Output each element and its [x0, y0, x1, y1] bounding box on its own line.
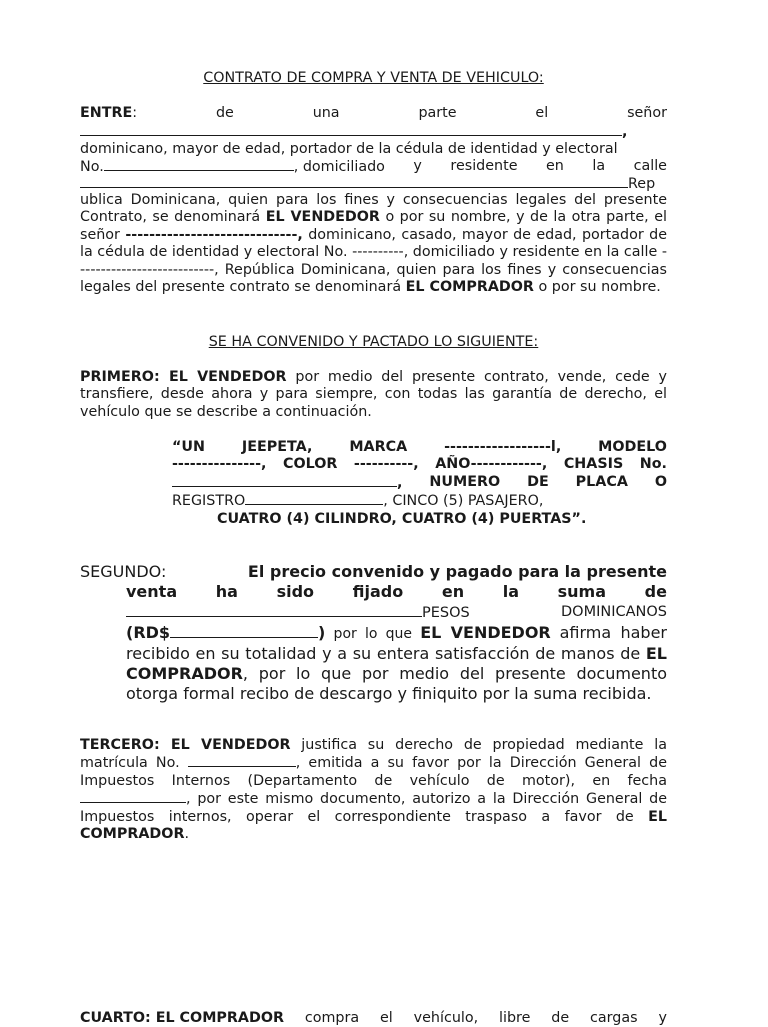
word: ------------------l,: [444, 439, 562, 455]
word: la: [592, 158, 606, 174]
text: , CINCO (5) PASAJERO,: [383, 493, 544, 510]
word: en: [546, 158, 564, 174]
comma: ,: [622, 124, 628, 140]
word: MARCA: [349, 439, 408, 455]
text: , por lo que por medio del presente documento otorga formal recibo de descargo y finiquito por la suma recibida.: [126, 664, 667, 703]
registro-label: REGISTRO: [172, 493, 246, 510]
cuarto-label: CUARTO: EL COMPRADOR: [80, 1010, 285, 1026]
entre-line-4: [80, 158, 667, 176]
text: dominicano, casado, mayor de edad, portador de la cédula de identidad y electoral No. ----------, domiciliado y residente en la calle ---------------------------, República Dominicana, quien para los fines y consecuencias legales del presente contrato se denominará: [80, 226, 667, 296]
word: el: [380, 1010, 393, 1026]
word: ,: [397, 474, 403, 491]
word: MODELO: [598, 439, 667, 455]
fecha-blank: [80, 790, 186, 803]
text: por lo que: [325, 626, 421, 642]
vehicle-line-3: [172, 474, 667, 492]
text: afirma: [550, 623, 612, 642]
word: fijado: [352, 582, 404, 601]
vehicle-line-1: [172, 439, 667, 456]
text: o por su nombre, y de la otra parte, el señor: [80, 209, 667, 243]
text: , por este mismo documento, autorizo a la Dirección General de Impuestos internos, operar el correspondiente traspaso a favor de: [80, 791, 667, 825]
text: o por su nombre.: [533, 279, 661, 296]
word: DE: [527, 473, 549, 490]
registro-blank: [245, 492, 383, 505]
word: parte: [418, 105, 457, 121]
segundo-line-2: [80, 582, 667, 602]
address-blank: [80, 175, 628, 188]
word: JEEPETA,: [241, 439, 313, 455]
rd-close: ): [318, 623, 326, 642]
entre-line-1: ENTRE: de una parte el señor: [80, 105, 667, 121]
rep-text: Rep: [628, 176, 656, 192]
word: ----------,: [353, 456, 419, 473]
word: O: [654, 473, 667, 490]
entre-label: ENTRE: [80, 105, 133, 121]
text: por medio del presente contrato, vende, cede y transfiere, desde ahora y para siempre, con todas las garantía de derecho, el vehículo que se describe a continuación.: [80, 369, 667, 420]
text: justifica su derecho de propiedad mediante la matrícula No.: [80, 737, 667, 772]
seller-name-blank: [80, 123, 622, 136]
word: y: [413, 158, 422, 174]
buyer-name-dashes: -----------------------------,: [125, 226, 303, 243]
word: residente: [450, 158, 518, 174]
word: PLACA: [575, 473, 628, 490]
entre-paragraph: [80, 192, 667, 296]
word: No.: [639, 456, 667, 473]
word: COLOR: [282, 456, 338, 473]
word: en: [441, 582, 465, 601]
seller-name-line: [80, 123, 667, 141]
segundo-clause: [80, 562, 667, 704]
word: PESOS: [422, 605, 470, 621]
word: NUMERO: [429, 473, 501, 490]
word: vehículo,: [413, 1010, 479, 1026]
word: DOMINICANOS: [561, 604, 667, 620]
word: ---------------,: [172, 456, 267, 473]
tercero-label: TERCERO: EL VENDEDOR: [80, 737, 291, 753]
vendedor-term: EL VENDEDOR: [420, 623, 551, 642]
primero-clause: [80, 369, 667, 421]
word: suma: [557, 582, 607, 601]
word: compra: [304, 1010, 360, 1026]
matricula-blank: [188, 754, 296, 767]
word: la: [502, 582, 520, 601]
vehicle-line-2: [172, 456, 667, 473]
word: venta: [126, 582, 178, 601]
chasis-blank: [172, 474, 397, 487]
segundo-label: SEGUNDO:: [80, 562, 167, 581]
comprador-term: EL COMPRADOR: [126, 644, 667, 683]
entre-line-3: dominicano, mayor de edad, portador de la cédula de identidad y electoral: [80, 141, 618, 157]
word: el: [535, 105, 549, 121]
word: , domiciliado: [293, 159, 385, 175]
text: ublica Dominicana, quien para los fines y consecuencias legales del presente Contrato, se denominará: [80, 192, 667, 226]
text: El precio convenido y pagado para la presente: [247, 562, 667, 581]
segundo-line-1: [80, 562, 667, 582]
segundo-body: [80, 623, 667, 704]
word: ha: [215, 582, 238, 601]
segundo-line-3: [80, 602, 667, 623]
word: “UN: [172, 439, 205, 455]
word: libre: [499, 1010, 531, 1026]
text: .: [184, 826, 190, 843]
text: haber recibido en su totalidad y a su entera satisfacción de manos de: [126, 623, 668, 663]
word: sido: [276, 582, 315, 601]
word: señor: [627, 105, 667, 121]
cedula-blank: [104, 158, 294, 171]
vendedor-term: EL VENDEDOR: [265, 209, 380, 226]
cuarto-clause: [80, 1010, 667, 1027]
convenido-heading: SE HA CONVENIDO Y PACTADO LO SIGUIENTE:: [208, 334, 539, 350]
address-line: [80, 175, 667, 193]
vehicle-line-5: CUATRO (4) CILINDRO, CUATRO (4) PUERTAS”.: [217, 510, 587, 527]
vehicle-description: [172, 439, 667, 528]
word: y: [658, 1010, 667, 1026]
primero-label: PRIMERO: EL VENDEDOR: [80, 369, 287, 385]
word: cargas: [590, 1010, 638, 1026]
comprador-term: EL COMPRADOR: [405, 279, 534, 296]
word: de: [644, 582, 667, 601]
no-label: No.: [80, 159, 104, 175]
word: AÑO------------,: [435, 456, 548, 473]
word: CHASIS: [563, 456, 624, 473]
comprador-term: EL COMPRADOR: [80, 808, 667, 843]
amount-rd-blank: [170, 623, 318, 638]
tercero-clause: [80, 737, 667, 843]
amount-words-blank: [126, 602, 422, 617]
word: de: [551, 1010, 570, 1026]
vehicle-line-4: [172, 492, 667, 510]
word: de: [215, 105, 234, 121]
contract-title: CONTRATO DE COMPRA Y VENTA DE VEHICULO:: [203, 70, 544, 86]
word: calle: [633, 158, 667, 174]
word: una: [312, 105, 340, 121]
rd-label: (RD$: [126, 623, 171, 642]
text: , emitida a su favor por la Dirección General de Impuestos Internos (Departamento de vehículo de motor), en fecha: [80, 755, 667, 789]
